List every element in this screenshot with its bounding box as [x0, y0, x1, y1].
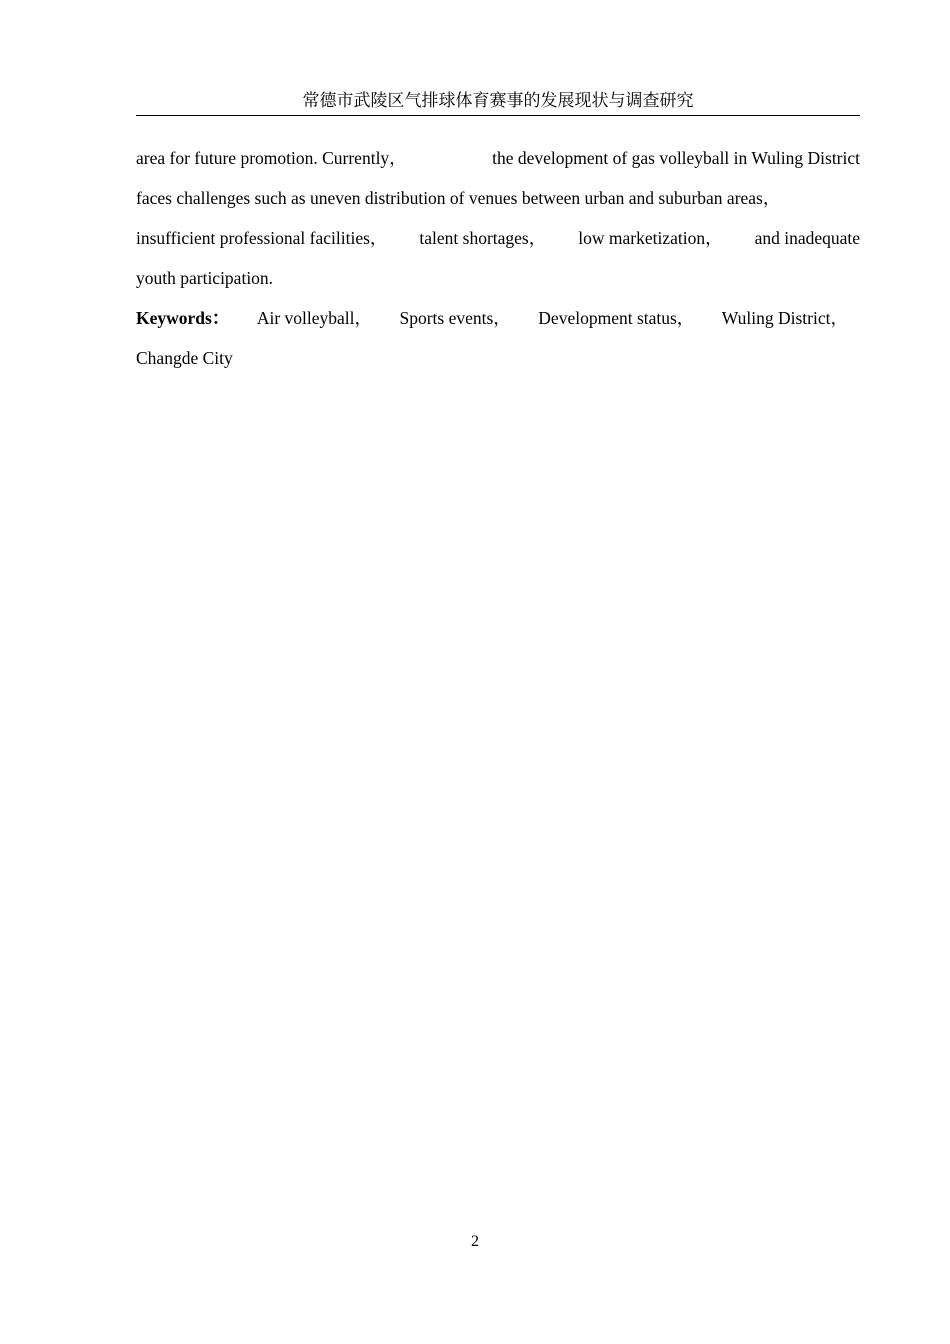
keywords-line: [136, 298, 848, 338]
abstract-line-3: [136, 218, 860, 258]
abstract-line-3-part-a: insufficient professional facilities，: [136, 228, 388, 248]
abstract-line-1-part-a: area for future promotion. Currently，: [136, 148, 407, 168]
page-header-title: 常德市武陵区气排球体育赛事的发展现状与调查研究: [302, 91, 694, 111]
abstract-line-1-part-b: the development of gas volleyball in Wuling District: [492, 148, 860, 168]
keywords-label: Keywords：: [136, 308, 230, 328]
keyword-item: Wuling District，: [721, 308, 848, 328]
keyword-item: Development status，: [538, 308, 695, 328]
page-number: 2: [471, 1233, 479, 1250]
page-header: [136, 88, 860, 116]
abstract-line-3-part-c: low marketization，: [578, 228, 723, 248]
keyword-item: Air volleyball，: [256, 308, 372, 328]
abstract-line-4: youth participation.: [136, 268, 274, 288]
abstract-line-3-part-d: and inadequate: [754, 228, 860, 248]
keyword-item: Sports events，: [399, 308, 511, 328]
abstract-line-3-part-b: talent shortages，: [419, 228, 547, 248]
abstract-line-2-text: faces challenges such as uneven distribution of venues between urban and suburban areas，: [136, 188, 781, 208]
abstract-line-2: [136, 178, 860, 218]
abstract-line-1: [136, 138, 860, 178]
keyword-item: Changde City: [136, 348, 233, 368]
abstract-body: [136, 138, 860, 378]
